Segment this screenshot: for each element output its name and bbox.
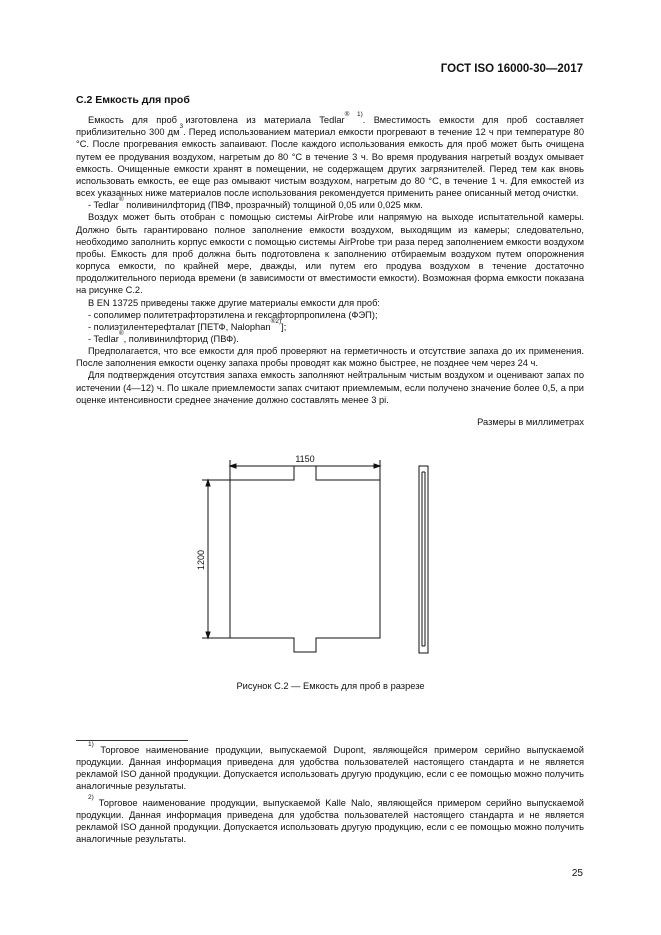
footnotes (76, 741, 584, 849)
footnote-1: $^{1)}$ Торговое наименование продукции, выпускаемой Dupont, являющейся примером серийно выпускаемой продукции. Данная информация приведена для удобства пользователей настоящего стандарта и не является рекламой ISO данной продукции. Допускается использовать другую продукцию, если с ее помощью можно получить аналогичные результаты. (76, 741, 584, 792)
bag-outline (230, 466, 380, 652)
paragraph-4: Предполагается, что все емкости для проб проверяют на герметичность и отсутствие запаха до их применения. После заполнения емкости оценку запаха пробы проводят как можно быстрее, не позднее чем через 24 ч. (76, 346, 584, 369)
height-label: 1200 (196, 549, 206, 571)
paragraph-2: Воздух может быть отобран с помощью системы AirProbe или напрямую на выходе испытательной камеры. Должно быть гарантировано полное заполнение емкости воздухом, выходящим из камеры; следовательно, необходимо заполнить корпус емкости с помощью системы AirProbe три раза перед заполнением емкости воздухом пробы. Емкость для проб должна быть подготовлена к заполнению отбираемым воздухом путем опорожнения корпуса емкости, по крайней мере, дважды, или путем его продува воздухом в течение достаточно продолжительного периода времени (в зависимости от вместимости емкости). Возможная форма емкости показана на рисунке С.2. (76, 212, 584, 296)
figure-caption: Рисунок С.2 — Емкость для проб в разрезе (236, 681, 425, 691)
arrowhead (206, 480, 210, 486)
paragraph-1: Емкость для проб изготовлена из материала Tedlar$^{® 1)}$. Вместимость емкости для проб составляет приблизительно 300 $дм^3$. Перед использованием материал емкости прогревают в течение 12 ч при температуре 80 °С. После прогревания емкость запаивают. После каждого использования емкость для проб может быть очищена путем ее продувания воздухом, нагретым до 80 °С в течение 3 ч. Во время продувания нагретый воздух омывает емкость. Очищенные емкости хранят в помещении, не содержащем других загрязнителей. Перед тем как вновь использовать емкость, ее еще раз омывают чистым воздухом, нагретым до 80 °С, в течение 1 ч. Для емкостей из всех указанных ниже материалов после использования рекомендуется применить ранее описанный метод очистки. (76, 111, 584, 199)
list-item: - Tedlar®, поливинилфторид (ПВФ). (88, 329, 239, 344)
width-label: 1150 (295, 454, 315, 464)
section-title: С.2 Емкость для проб (76, 94, 190, 106)
list-item: - полиэтилентерефталат [ПЕТФ, Nalophan$^{®2)}$]; (88, 317, 287, 332)
list-item: - сополимер политетрафторэтилена и гексафторпропилена (ФЭП); (88, 309, 378, 320)
dimensions-note: Размеры в миллиметрах (477, 416, 584, 427)
arrowhead (206, 632, 210, 638)
paragraph-5: Для подтверждения отсутствия запаха емкость заполняют нейтральным чистым воздухом и оценивают запах по истечении (4—12) ч. По шкале приемлемости запах считают приемлемым, если получено значение более 0,5, а при оценке интенсивности среднее значение должно составлять менее 3 pi. (76, 370, 584, 405)
arrowhead (230, 464, 236, 468)
footnote-2: $^{2)}$ Торговое наименование продукции, выпускаемой Kalle Nalo, являющейся примером серийно выпускаемой продукции. Данная информация приведена для удобства пользователей настоящего стандарта и не является рекламой ISO данной продукции. Допускается использовать другую продукцию, если с ее помощью можно получить аналогичные результаты. (76, 793, 584, 845)
list-item: - Tedlar® поливинилфторид (ПВФ, прозрачный) толщиной 0,05 или 0,025 мкм. (88, 196, 423, 211)
sample-bag-drawing (190, 452, 450, 672)
paragraph-3: В EN 13725 приведены также другие материалы емкости для проб: (88, 297, 380, 308)
document-id: ГОСТ ISO 16000-30—2017 (440, 63, 583, 75)
arrowhead (374, 464, 380, 468)
page-number: 25 (571, 868, 583, 879)
bag-section-outer (419, 466, 428, 653)
section-body (76, 94, 584, 428)
